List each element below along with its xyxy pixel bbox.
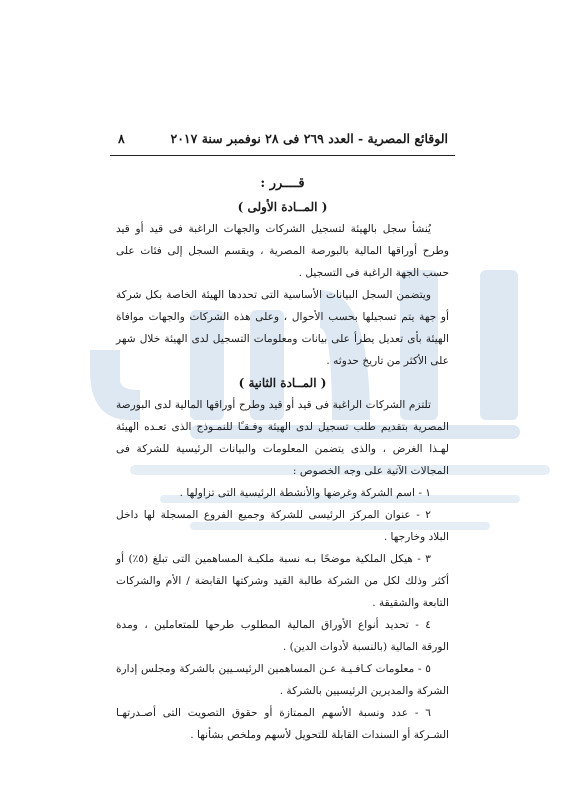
document-body (116, 172, 449, 746)
article-2-paragraph: تلتزم الشركات الراغبة فى قيد أو قيد وطرح أوراقها المالية لدى البورصة المصرية بتقديم طلب تسجيل لدى الهيئة وفـقـًا للنمـوذج الذى تعـده الهيئة لهـذا الغرض ، والذى يتضمن المعلومات والبيانات الرئيسية للشركة فى المجالات الآتية على وجه الخصوص : (116, 399, 449, 477)
decree-title: قــــرر : (260, 176, 305, 191)
article-1-paragraph: يُنشأ سجل بالهيئة لتسجيل الشركات والجهات الراغبة فى قيد أو قيد وطرح أوراقها المالية بالبورصة المصرية ، ويقسم السجل إلى فئات على حسب الجهة الراغبة فى التسجيل . (116, 223, 449, 279)
article-1-heading: ( المــادة الأولى ) (237, 200, 328, 214)
article-1-paragraph: ويتضمن السجل البيانات الأساسية التى تحددها الهيئة الخاصة بكل شركة أو جهة يتم تسجيلها بحسب الأحوال ، وعلى هذه الشركات والجهات موافاة الهيئة بأى تعديل يطرأ على بيانات ومعلومات التسجيل لدى الهيئة خلال شهر على الأكثر من تاريخ حدوثه . (116, 289, 449, 367)
list-item: ٤ - تحديد أنواع الأوراق المالية المطلوب طرحها للمتعاملين ، ومدة الورقة المالية (بالنسبة لأدوات الدين) . (116, 619, 449, 653)
list-item: ٢ - عنوان المركز الرئيسى للشركة وجميع الفروع المسجلة لها داخل البلاد وخارجها . (116, 509, 449, 543)
list-item: ٦ - عدد ونسبة الأسهم الممتازة أو حقوق التصويت التى أصـدرتهـا الشـركة أو السندات القابلة للتحويل لأسهم وملخص بشأنها . (116, 707, 449, 741)
list-item: ١ - اسم الشركة وغرضها والأنشطة الرئيسية التى تزاولها . (179, 487, 431, 499)
issue-line: الوقائع المصرية - العدد ٢٦٩ فى ٢٨ نوفمبر سنة ٢٠١٧ (170, 131, 448, 146)
list-item: ٣ - هيكل الملكية موضحًا بـه نسبة ملكيـة المساهمين التى تبلغ (٥٪) أو أكثر وذلك لكل من الشركة طالبة القيد وشركتها القابضة / الأم والشركات التابعة والشقيقة . (116, 553, 449, 609)
page-number: ٨ (118, 131, 125, 146)
header-divider (110, 155, 455, 156)
page-header (118, 131, 448, 146)
list-item: ٥ - معلومات كـافـيـة عـن المساهمين الرئيسـيين بالشركة ومجلس إدارة الشركة والمديرين الرئيسيين بالشركة . (116, 663, 449, 697)
article-2-heading: ( المــادة الثانية ) (238, 376, 327, 390)
